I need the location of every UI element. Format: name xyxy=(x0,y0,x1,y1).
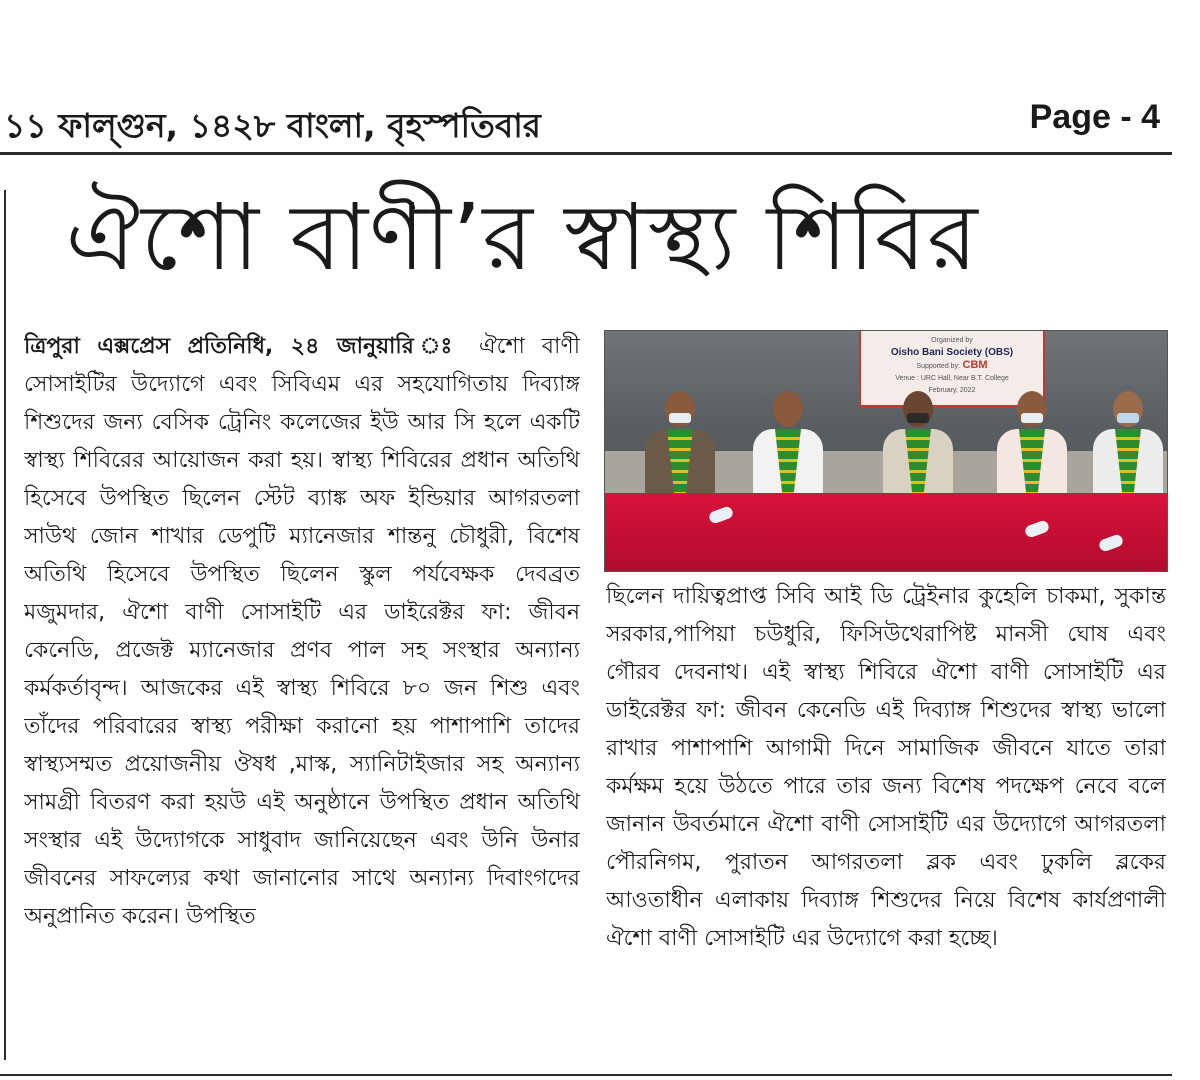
photo-table xyxy=(605,493,1167,571)
article-dateline: ত্রিপুরা এক্সপ্রেস প্রতিনিধি, ২৪ জানুয়ারি ঃ xyxy=(24,334,463,359)
article-right-column xyxy=(606,578,1166,1068)
headline: ঐশো বাণী’র স্বাস্থ্য শিবির xyxy=(66,184,979,291)
banner-supported-by: Supported by: xyxy=(916,363,960,370)
banner-date: February, 2022 xyxy=(928,387,976,394)
photo-person-2 xyxy=(753,391,823,501)
banner-supporter: CBM xyxy=(962,359,988,371)
article-left-body: ঐশো বাণী সোসাইটির উদ্যোগে এবং সিবিএম এর সহযোগিতায় দিব্যাঙ্গ শিশুদের জন্য বেসিক ট্রেনিং কলেজের ইউ আর সি হলে একটি স্বাস্থ্য শিবিরের আয়োজন করা হয়। স্বাস্থ্য শিবিরের প্রধান অতিথি হিসেবে উপস্থিত ছিলেন স্টেট ব্যাঙ্ক অফ ইন্ডিয়ার আগরতলা সাউথ জোন শাখার ডেপুটি ম্যানেজার শান্তনু চৌধুরী, বিশেষ অতিথি হিসেবে উপস্থিত ছিলেন স্কুল পর্যবেক্ষক দেবব্রত মজুমদার, ঐশো বাণী সোসাইটি এর ডাইরেক্টর ফা: জীবন কেনেডি, প্রজেক্ট ম্যানেজার প্রণব পাল সহ সংস্থার অন্যান্য কর্মকর্তাবৃন্দ। আজকের এই স্বাস্থ্য শিবিরে ৮০ জন শিশু এবং তাঁদের পরিবারের স্বাস্থ্য পরীক্ষা করানো হয় পাশাপাশি তাদের স্বাস্থ্যসম্মত প্রয়োজনীয় ঔষধ ,মাস্ক, স্যানিটাইজার সহ অন্যান্য সামগ্রী বিতরণ করা হয়উ এই অনুষ্ঠানে উপস্থিত প্রধান অতিথি সংস্থার এই উদ্যোগকে সাধুবাদ জানিয়েছেন এবং উনি উনার জীবনের সাফল্যের কথা জানানোর সাথে অন্যান্য দিবাংগদের অনুপ্রানিত করেন। উপস্থিত xyxy=(24,334,580,929)
left-column-rule xyxy=(4,190,6,1060)
page-number: Page - 4 xyxy=(1029,98,1160,136)
photo-person-3 xyxy=(883,391,953,501)
issue-date: ১১ ফাল্গুন, ১৪২৮ বাংলা, বৃহস্পতিবার xyxy=(4,106,541,145)
article-left-column xyxy=(24,328,580,1068)
photo-person-1 xyxy=(645,391,715,501)
event-photo xyxy=(604,330,1168,572)
top-rule xyxy=(0,152,1172,155)
banner-venue: Venue : URC Hall, Near B.T. College xyxy=(895,375,1009,382)
photo-person-5 xyxy=(1093,391,1163,501)
banner-organized-by: Organized by xyxy=(931,337,973,344)
bottom-rule xyxy=(0,1074,1172,1076)
photo-person-4 xyxy=(997,391,1067,501)
banner-org-name: Oisho Bani Society (OBS) xyxy=(890,347,1014,358)
article-right-body: ছিলেন দায়িত্বপ্রাপ্ত সিবি আই ডি ট্রেইনার কুহেলি চাকমা, সুকান্ত সরকার,পাপিয়া চউধুরি, ফিসিউথেরাপিষ্ট মানসী ঘোষ এবং গৌরব দেবনাথ। এই স্বাস্থ্য শিবিরে ঐশো বাণী সোসাইটি এর ডাইরেক্টর ফা: জীবন কেনেডি এই দিব্যাঙ্গ শিশুদের স্বাস্থ্য ভালো রাখার পাশাপাশি আগামী দিনে সামাজিক জীবনে যাতে তারা কর্মক্ষম হয়ে উঠতে পারে তার জন্য বিশেষ পদক্ষেপ নেবে বলে জানান উবর্তমানে ঐশো বাণী সোসাইটি এর উদ্যোগে আগরতলা পৌরনিগম, পুরাতন আগরতলা ব্লক এবং ঢুকলি ব্লকের আওতাধীন এলাকায় দিব্যাঙ্গ শিশুদের নিয়ে বিশেষ কার্যপ্রণালী ঐশো বাণী সোসাইটি এর উদ্যোগে করা হচ্ছে। xyxy=(606,584,1166,951)
